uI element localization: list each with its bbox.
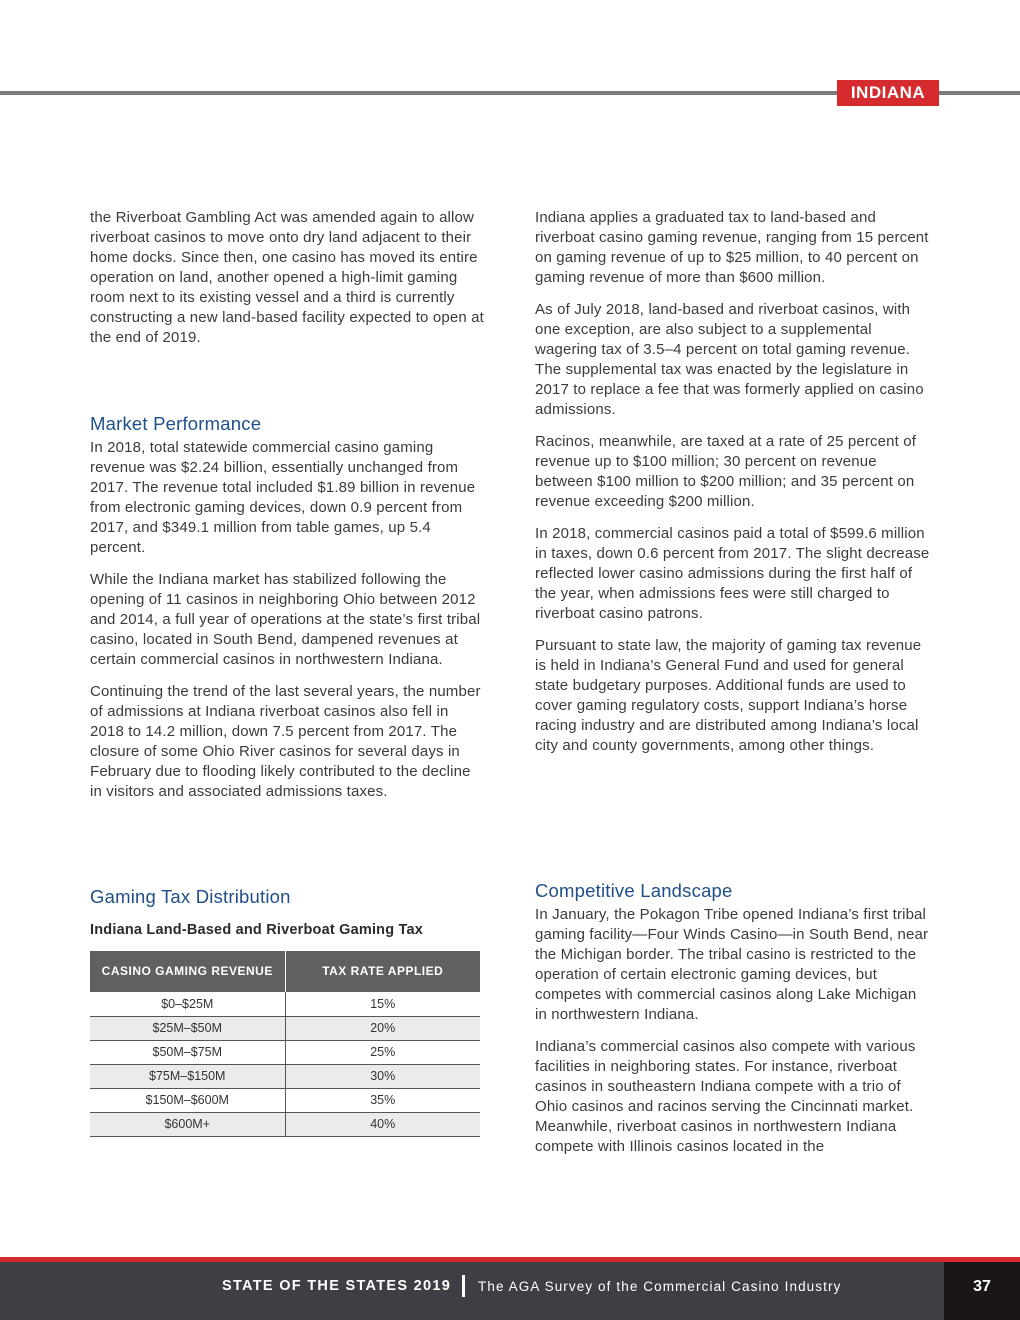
market-paragraph: In 2018, total statewide commercial casino gaming revenue was $2.24 billion, essentially unchanged from 2017. The revenue total included $1.89 billion in revenue from electronic gaming devices, down 0.9 percent from 2017, and $349.1 million from table games, up 5.4 percent. xyxy=(90,439,476,556)
left-intro xyxy=(90,208,486,348)
rate-cell: 35% xyxy=(285,1088,480,1112)
tax-paragraph: Pursuant to state law, the majority of gaming tax revenue is held in Indiana’s General Fund and used for general state budgetary purposes. Additional funds are used to cover gaming regulatory costs, support Indiana’s horse racing industry and are distributed among Indiana’s local city and county governments, among other things. xyxy=(535,637,922,754)
tax-paragraph: Indiana applies a graduated tax to land-based and riverboat casino gaming revenue, ranging from 15 percent on gaming revenue of up to $25 million, to 40 percent on gaming revenue of more than $600 million. xyxy=(535,209,929,286)
tax-paragraphs xyxy=(535,208,931,756)
intro-paragraph: the Riverboat Gambling Act was amended again to allow riverboat casinos to move onto dry land adjacent to their home docks. Since then, one casino has moved its entire operation on land, another opened a high-limit gaming room next to its existing vessel and a third is currently constructing a new land-based facility expected to open at the end of 2019. xyxy=(90,209,484,346)
table-row xyxy=(90,1040,480,1064)
tax-table-title: Indiana Land-Based and Riverboat Gaming Tax xyxy=(90,922,424,938)
gaming-tax-heading: Gaming Tax Distribution xyxy=(90,886,291,907)
tax-table-header-row xyxy=(90,951,480,992)
rate-cell: 30% xyxy=(285,1064,480,1088)
footer-title: STATE OF THE STATES 2019 xyxy=(222,1278,452,1294)
market-paragraph: Continuing the trend of the last several years, the number of admissions at Indiana riverboat casinos also fell in 2018 to 14.2 million, down 7.5 percent from 2017. The closure of some Ohio River casinos for several days in February due to flooding likely contributed to the decline in visitors and associated admissions taxes. xyxy=(90,683,481,800)
revenue-cell: $75M–$150M xyxy=(90,1064,285,1088)
revenue-cell: $0–$25M xyxy=(90,992,285,1016)
revenue-cell: $600M+ xyxy=(90,1112,285,1136)
revenue-cell: $150M–$600M xyxy=(90,1088,285,1112)
state-tab: INDIANA xyxy=(837,80,939,106)
market-performance-heading: Market Performance xyxy=(90,413,262,434)
tax-paragraph: In 2018, commercial casinos paid a total of $599.6 million in taxes, down 0.6 percent from 2017. The slight decrease reflected lower casino admissions during the first half of the year, when admissions fees were still charged to riverboat casino patrons. xyxy=(535,525,930,622)
market-performance-section xyxy=(90,413,486,802)
revenue-column-header: CASINO GAMING REVENUE xyxy=(90,951,285,992)
table-row xyxy=(90,1088,480,1112)
competitive-paragraph: Indiana’s commercial casinos also compete with various facilities in neighboring states. For instance, riverboat casinos in southeastern Indiana compete with a trio of Ohio casinos and racinos serving the Cincinnati market. Meanwhile, riverboat casinos in northwestern Indiana compete with Illinois casinos located in the xyxy=(535,1038,916,1155)
rate-cell: 15% xyxy=(285,992,480,1016)
tax-paragraph: As of July 2018, land-based and riverboat casinos, with one exception, are also subject to a supplemental wagering tax of 3.5–4 percent on total gaming revenue. The supplemental tax was enacted by the legislature in 2017 to replace a fee that was formerly applied on casino admissions. xyxy=(535,301,924,418)
competitive-landscape-heading: Competitive Landscape xyxy=(535,880,733,901)
table-row xyxy=(90,1016,480,1040)
rate-column-header: TAX RATE APPLIED xyxy=(285,951,480,992)
footer-separator xyxy=(462,1275,465,1297)
page-number: 37 xyxy=(944,1262,1020,1320)
gaming-tax-section xyxy=(90,886,486,938)
tax-paragraph: Racinos, meanwhile, are taxed at a rate of 25 percent of revenue up to $100 million; 30 percent on revenue between $100 million to $200 million; and 35 percent on revenue exceeding $200 million. xyxy=(535,433,917,510)
table-row xyxy=(90,1112,480,1136)
market-paragraph: While the Indiana market has stabilized following the opening of 11 casinos in neighboring Ohio between 2012 and 2014, a full year of operations at the state’s first tribal casino, located in South Bend, dampened revenues at certain commercial casinos in northwestern Indiana. xyxy=(90,571,481,668)
revenue-cell: $50M–$75M xyxy=(90,1040,285,1064)
revenue-cell: $25M–$50M xyxy=(90,1016,285,1040)
rate-cell: 20% xyxy=(285,1016,480,1040)
rate-cell: 25% xyxy=(285,1040,480,1064)
competitive-landscape-section xyxy=(535,880,931,1157)
competitive-paragraph: In January, the Pokagon Tribe opened Indiana’s first tribal gaming facility—Four Winds Casino—in South Bend, near the Michigan border. The tribal casino is restricted to the operation of certain electronic gaming devices, but competes with commercial casinos along Lake Michigan in northwestern Indiana. xyxy=(535,906,929,1023)
table-row xyxy=(90,1064,480,1088)
footer-subtitle: The AGA Survey of the Commercial Casino Industry xyxy=(478,1279,842,1294)
tax-table xyxy=(90,951,480,1137)
rate-cell: 40% xyxy=(285,1112,480,1136)
table-row xyxy=(90,992,480,1016)
